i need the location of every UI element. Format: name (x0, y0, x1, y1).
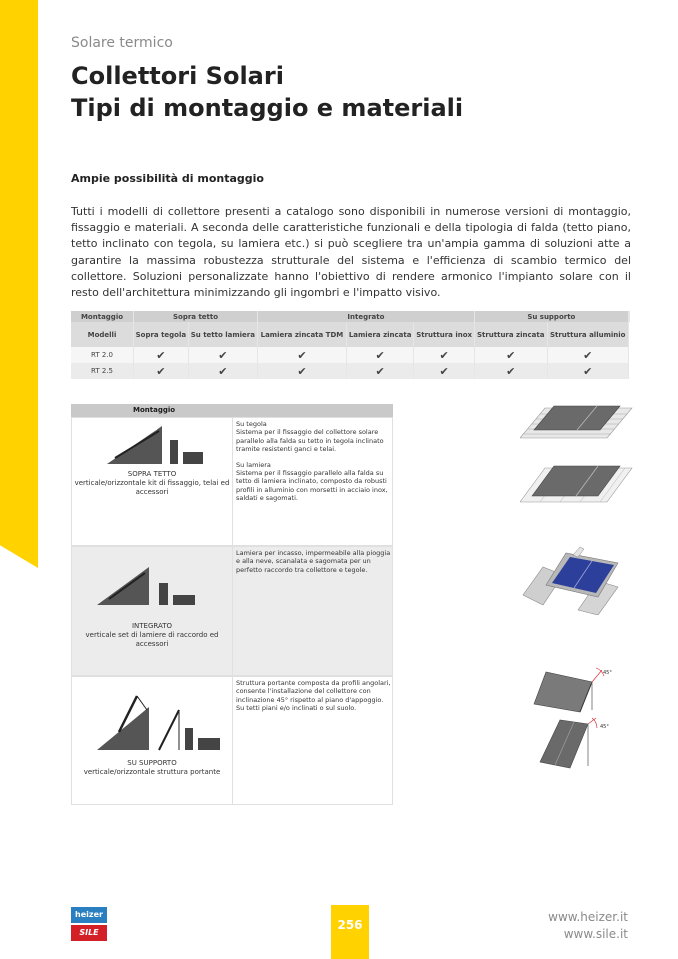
check-icon: ✔ (134, 347, 189, 363)
su-supporto-label (72, 759, 232, 777)
col-lamiera-zincata: Lamiera zincata (346, 322, 414, 347)
table-sub-header (71, 322, 630, 347)
tile-roof-mount-illustration (520, 400, 635, 445)
mounting-row-su-supporto (71, 676, 393, 805)
integrato-title: INTEGRATO (131, 622, 173, 630)
su-supporto-desc: Struttura portante composta da profili angolari, consente l'installazione del collettore con inclinazione 45° rispetto al piano d'appoggio. Su tetti piani e/o inclinati o sul suolo. (236, 679, 391, 713)
intro-subhead: Ampie possibilità di montaggio (71, 172, 264, 185)
yellow-accent-bar (0, 0, 38, 568)
integrated-mount-illustration (518, 545, 633, 615)
su-lamiera-title: Su lamiera (236, 460, 271, 469)
web-link-heizer[interactable]: www.heizer.it (548, 910, 628, 924)
sopra-tetto-subtitle: verticale/orizzontale kit di fissaggio, telai ed accessori (74, 479, 230, 496)
sile-logo: SILE (71, 925, 107, 941)
mounting-row-integrato (71, 546, 393, 676)
intro-body: Tutti i modelli di collettore presenti a catalogo sono disponibili in numerose versioni di montaggio, fissaggio e materiali. A seconda delle caratteristiche funzionali e della tipologia di falda (tetto piano, tetto inclinato con tegola, su lamiera etc.) si può scegliere tra un'ampia gamma di soluzioni atte a garantire la massima robustezza strutturale del sistema e l'efficienza di scambio termico del collettore. Soluzioni personalizzate hanno l'obiettivo di rendere armonico l'impianto solare con il resto dell'architettura minimizzando gli ingombri e l'impatto visivo. (71, 205, 631, 300)
check-icon: ✔ (188, 347, 257, 363)
check-icon: ✔ (474, 363, 547, 379)
model-name: RT 2.5 (71, 363, 134, 379)
check-icon: ✔ (547, 347, 628, 363)
integrato-subtitle: verticale set di lamiere di raccordo ed accessori (85, 631, 219, 648)
model-name: RT 2.0 (71, 347, 134, 363)
sopra-tetto-title: SOPRA TETTO (127, 470, 177, 478)
angle-label-bottom: 45° (600, 724, 609, 730)
check-icon: ✔ (188, 363, 257, 379)
col-modelli: Modelli (71, 322, 134, 347)
angle-label-top: 45° (603, 670, 612, 676)
col-struttura-zincata: Struttura zincata (474, 322, 547, 347)
mounting-header-label: Montaggio (133, 406, 176, 414)
integrato-desc: Lamiera per incasso, impermeabile alla pioggia e alla neve, scanalata e sagomata per un perfetto raccordo tra collettore e tegole. (236, 549, 391, 574)
su-tegola-desc: Sistema per il fissaggio del collettore solare parallelo alla falda su tetto in tegola inclinato tramite resistenti ganci e telai. (236, 428, 384, 454)
su-tegola-title: Su tegola (236, 420, 267, 428)
check-icon: ✔ (474, 347, 547, 363)
col-montaggio: Montaggio (71, 311, 134, 322)
check-icon: ✔ (346, 347, 414, 363)
integrato-diagram-icon (97, 567, 207, 607)
col-su-tetto-lamiera: Su tetto lamiera (188, 322, 257, 347)
group-sopra-tetto: Sopra tetto (134, 311, 258, 322)
support-structure-illustration (530, 662, 625, 772)
check-icon: ✔ (414, 347, 474, 363)
col-sopra-tegola: Sopra tegola (134, 322, 189, 347)
page-number: 256 (331, 905, 369, 959)
col-lamiera-zincata-tdm: Lamiera zincata TDM (258, 322, 347, 347)
su-supporto-subtitle: verticale/orizzontale struttura portante (83, 768, 221, 776)
table-row (71, 347, 630, 363)
col-struttura-inox: Struttura inox (414, 322, 474, 347)
su-lamiera-desc: Sistema per il fissaggio parallelo alla falda su tetto di lamiera inclinato, composto da robusti profili in alluminio con morsetti in acciaio inox, saldati e sagomati. (236, 469, 388, 503)
page-title (71, 60, 463, 124)
check-icon: ✔ (134, 363, 189, 379)
heizer-logo: heizer (71, 907, 107, 923)
check-icon: ✔ (258, 347, 347, 363)
table-group-header (71, 311, 630, 322)
integrato-label (72, 622, 232, 649)
models-table (71, 311, 630, 379)
su-supporto-diagram-icon (97, 692, 227, 752)
sopra-tetto-diagram-icon (107, 426, 207, 466)
mounting-header (71, 404, 393, 417)
check-icon: ✔ (346, 363, 414, 379)
col-struttura-alluminio: Struttura alluminio (547, 322, 628, 347)
column-divider (232, 677, 233, 804)
group-su-supporto: Su supporto (474, 311, 628, 322)
column-divider (232, 547, 233, 675)
check-icon: ✔ (547, 363, 628, 379)
mounting-row-sopra-tetto (71, 417, 393, 546)
title-line-2: Tipi di montaggio e materiali (71, 94, 464, 122)
su-supporto-title: SU SUPPORTO (127, 759, 177, 767)
check-icon: ✔ (258, 363, 347, 379)
sopra-tetto-desc (236, 420, 392, 503)
table-row (71, 363, 630, 379)
sheet-metal-mount-illustration (520, 460, 635, 505)
web-link-sile[interactable]: www.sile.it (563, 927, 628, 941)
group-empty (628, 311, 629, 322)
group-integrato: Integrato (258, 311, 475, 322)
check-icon: ✔ (414, 363, 474, 379)
sopra-tetto-label (72, 470, 232, 497)
title-line-1: Collettori Solari (71, 62, 284, 90)
section-label: Solare termico (71, 35, 173, 51)
column-divider (232, 418, 233, 545)
